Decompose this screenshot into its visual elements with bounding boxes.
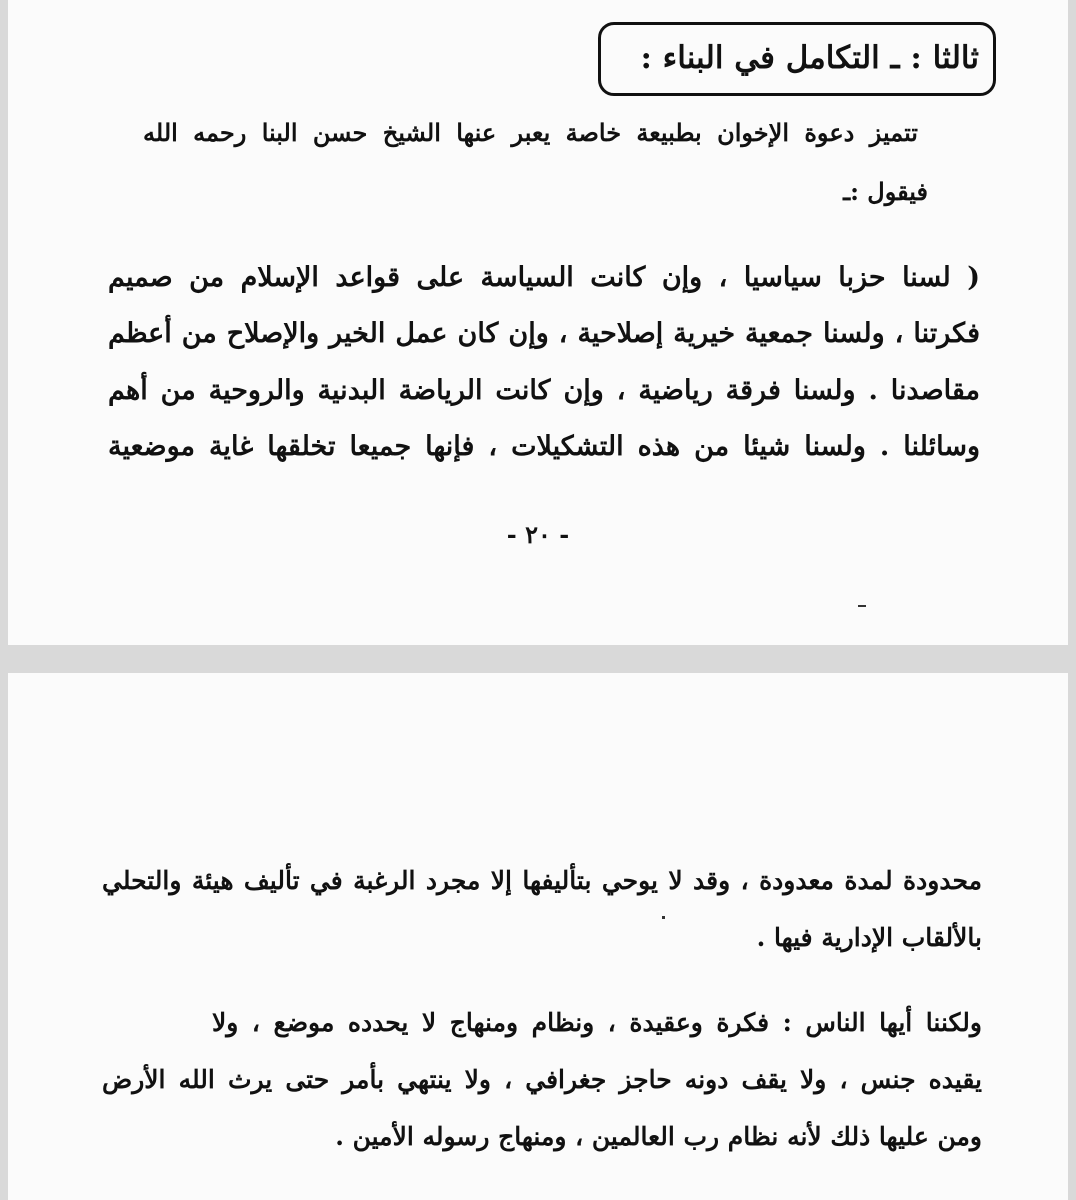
scan-speck [662,916,665,919]
page-number: - ٢٠ - [506,520,570,549]
quote-line-3: مقاصدنا . ولسنا فرقة رياضية ، وإن كانت الرياضة البدنية والروحية من أهم [108,375,980,406]
section-heading: ثالثا : ـ التكامل في البناء : [598,22,996,96]
paragraph2-line-1: ولكننا أيها الناس : فكرة وعقيدة ، ونظام ومنهاج لا يحدده موضع ، ولا [212,1008,982,1037]
paragraph1-line-1: محدودة لمدة معدودة ، وقد لا يوحي بتأليفها إلا مجرد الرغبة في تأليف هيئة والتحلي [102,866,982,895]
quote-line-2: فكرتنا ، ولسنا جمعية خيرية إصلاحية ، وإن كان عمل الخير والإصلاح من أعظم [108,318,980,349]
quote-line-1: ( لسنا حزبا سياسيا ، وإن كانت السياسة على قواعد الإسلام من صميم [108,262,980,293]
document-page-top [8,0,1068,645]
scan-speck [858,605,866,607]
document-page-bottom [8,673,1068,1200]
paragraph2-line-3: ومن عليها ذلك لأنه نظام رب العالمين ، ومنهاج رسوله الأمين . [335,1122,982,1151]
intro-line-1: تتميز دعوة الإخوان بطبيعة خاصة يعبر عنها الشيخ حسن البنا رحمه الله [143,118,918,147]
intro-line-2: فيقول :ـ [843,177,928,206]
paragraph2-line-2: يقيده جنس ، ولا يقف دونه حاجز جغرافي ، ولا ينتهي بأمر حتى يرث الله الأرض [102,1065,982,1094]
quote-line-4: وسائلنا . ولسنا شيئا من هذه التشكيلات ، فإنها جميعا تخلقها غاية موضعية [108,431,980,462]
paragraph1-line-2: بالألقاب الإدارية فيها . [756,923,982,952]
